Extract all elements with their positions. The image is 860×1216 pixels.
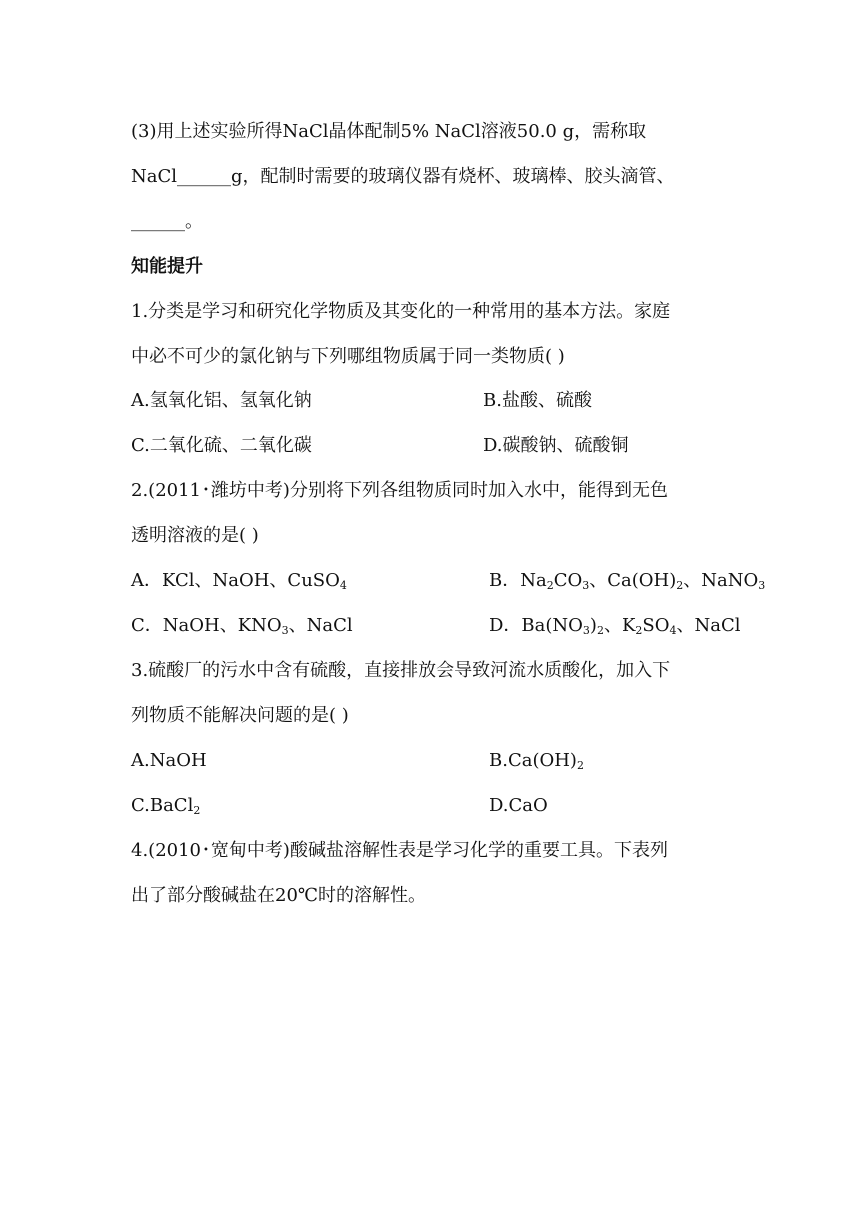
q1-line-2: 中必不可少的氯化钠与下列哪组物质属于同一类物质( ) [131,346,565,367]
intro-line-1: (3)用上述实验所得NaCl晶体配制5% NaCl溶液50.0 g，需称取 [131,121,647,142]
subscript: 2 [676,579,684,592]
subscript: 2 [546,579,554,592]
subscript: 2 [576,759,584,772]
subscript: 2 [635,624,643,637]
q3-line-2: 列物质不能解决问题的是( ) [131,705,349,726]
q3-option-d: D.CaO [489,795,548,816]
q2-source-prefix: 2.(2011 [131,480,202,501]
q2-option-a-text: A．KCl、NaOH、CuSO [131,570,340,591]
q1-option-a: A.氢氧化铝、氢氧化钠 [131,390,312,411]
q2-option-b-text: CO [553,570,583,591]
q4-line-1-text: 宽甸中考)酸碱盐溶解性表是学习化学的重要工具。下表列 [210,840,668,861]
intro-line-3: ______。 [131,211,203,232]
subscript: 3 [758,579,766,592]
q1-option-b: B.盐酸、硫酸 [483,390,592,411]
q3-option-c [131,794,200,823]
q2-option-c-text: 、NaCl [288,615,353,636]
q2-option-b [489,569,765,598]
q3-line-1: 3.硫酸厂的污水中含有硫酸，直接排放会导致河流水质酸化，加入下 [131,660,671,681]
q2-option-c-text: C．NaOH、KNO [131,615,282,636]
q2-option-d [489,614,741,643]
q2-option-d-text: ) [589,615,597,636]
subscript: 3 [582,624,590,637]
subscript: 4 [339,579,347,592]
q1-option-d: D.碳酸钠、硫酸铜 [483,435,629,456]
q4-line-1 [131,839,668,863]
q2-option-d-text: 、K [603,615,636,636]
q2-line-1-text: 潍坊中考)分别将下列各组物质同时加入水中，能得到无色 [210,480,668,501]
subscript: 3 [281,624,289,637]
q2-line-2: 透明溶液的是( ) [131,525,259,546]
subscript: 2 [596,624,604,637]
q4-source-prefix: 4.(2010 [131,840,202,861]
q2-line-1 [131,479,668,503]
section-heading: 知能提升 [131,256,203,277]
subscript: 2 [193,804,201,817]
intro-line-2: NaCl______g，配制时需要的玻璃仪器有烧杯、玻璃棒、胶头滴管、 [131,166,675,187]
q2-option-a [131,569,347,598]
q1-option-c: C.二氧化硫、二氧化碳 [131,435,312,456]
q3-option-b-text: B.Ca(OH) [489,750,577,771]
q1-line-1: 1.分类是学习和研究化学物质及其变化的一种常用的基本方法。家庭 [131,301,671,322]
q2-option-b-text: 、Ca(OH) [589,570,677,591]
subscript: 3 [582,579,590,592]
q3-option-a: A.NaOH [131,750,207,771]
q2-option-d-text: D．Ba(NO [489,615,583,636]
q2-option-b-text: B．Na [489,570,547,591]
q2-option-d-text: 、NaCl [676,615,741,636]
q4-bullet-dot: • [203,845,209,856]
q4-line-2: 出了部分酸碱盐在20℃时的溶解性。 [131,885,427,906]
q3-option-b [489,749,584,778]
q2-bullet-dot: • [203,485,209,496]
q2-option-c [131,614,353,643]
subscript: 4 [669,624,677,637]
q2-option-d-text: SO [642,615,670,636]
q3-option-c-text: C.BaCl [131,795,194,816]
q2-option-b-text: 、NaNO [683,570,759,591]
